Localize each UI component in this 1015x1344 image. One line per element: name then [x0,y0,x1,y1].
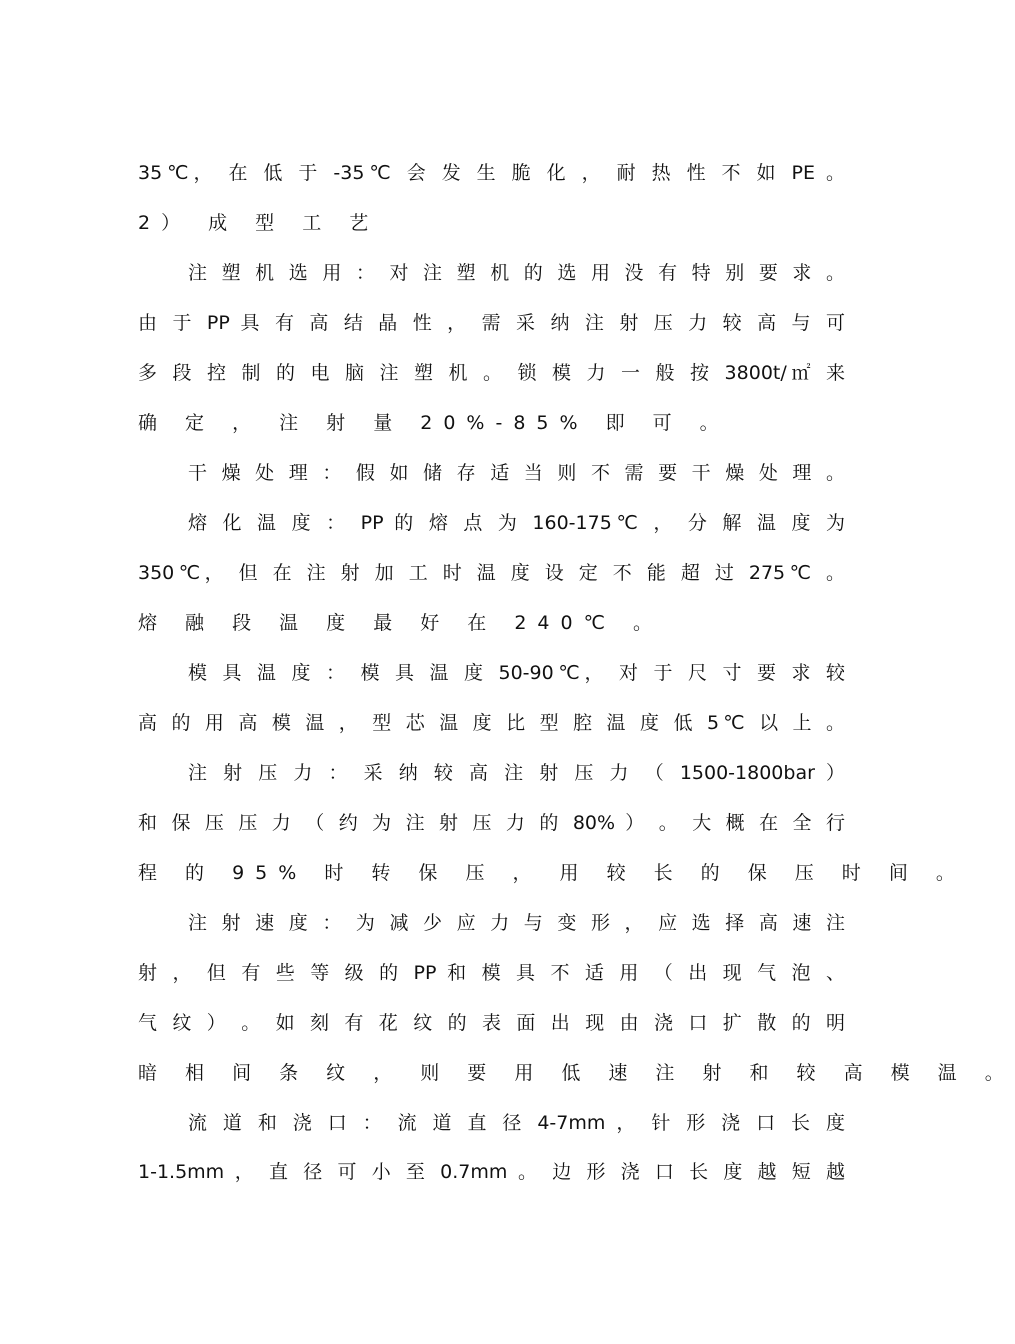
text-line-12: 高 的 用 高 模 温 ， 型 芯 温 度 比 型 腔 温 度 低 5℃ 以 上 。 [138,712,845,734]
text-line-mold-temperature: 模 具 温 度 ： 模 具 温 度 50-90℃， 对 于 尺 寸 要 求 较 [188,662,845,684]
text-line-5: 多 段 控 制 的 电 脑 注 塑 机 。 锁 模 力 一 般 按 3800t/㎡ 来 [138,362,845,384]
text-line-10: 熔 融 段 温 度 最 好 在 240℃ 。 [138,612,663,634]
text-line-4: 由 于 PP 具 有 高 结 晶 性 ， 需 采 纳 注 射 压 力 较 高 与 可 [138,312,845,334]
text-line-injection-machine: 注 塑 机 选 用 ： 对 注 塑 机 的 选 用 没 有 特 别 要 求 。 [188,262,845,284]
text-line-19: 暗 相 间 条 纹 ， 则 要 用 低 速 注 射 和 较 高 模 温 。 [138,1062,1015,1084]
text-line-17: 射 ， 但 有 些 等 级 的 PP 和 模 具 不 适 用 （ 出 现 气 泡 、 [138,962,845,984]
text-line-runner-gate: 流 道 和 浇 口 ： 流 道 直 径 4-7mm ， 针 形 浇 口 长 度 [188,1112,845,1134]
text-line-6: 确 定 ， 注 射 量 20%-85% 即 可 。 [138,412,730,434]
text-line-14: 和 保 压 压 力 （ 约 为 注 射 压 力 的 80% ） 。 大 概 在 全 行 [138,812,845,834]
text-line-15: 程 的 95% 时 转 保 压 ， 用 较 长 的 保 压 时 间 。 [138,862,966,884]
text-line-1: 35℃， 在 低 于 -35℃ 会 发 生 脆 化 ， 耐 热 性 不 如 PE 。 [138,162,845,184]
text-line-18: 气 纹 ） 。 如 刻 有 花 纹 的 表 面 出 现 由 浇 口 扩 散 的 明 [138,1012,845,1034]
text-line-9: 350℃， 但 在 注 射 加 工 时 温 度 设 定 不 能 超 过 275℃ 。 [138,562,845,584]
text-line-21: 1-1.5mm ， 直 径 可 小 至 0.7mm 。 边 形 浇 口 长 度 越 短 越 [138,1161,845,1183]
text-line-melt-temperature: 熔 化 温 度 ： PP 的 熔 点 为 160-175℃ ， 分 解 温 度 为 [188,512,845,534]
text-line-injection-speed: 注 射 速 度 ： 为 减 少 应 力 与 变 形 ， 应 选 择 高 速 注 [188,912,845,934]
text-line-drying: 干 燥 处 理 ： 假 如 储 存 适 当 则 不 需 要 干 燥 处 理 。 [188,462,845,484]
section-heading-molding-process: 2） 成 型 工 艺 [138,212,380,234]
text-line-injection-pressure: 注 射 压 力 ： 采 纳 较 高 注 射 压 力 （ 1500-1800bar ） [188,762,845,784]
